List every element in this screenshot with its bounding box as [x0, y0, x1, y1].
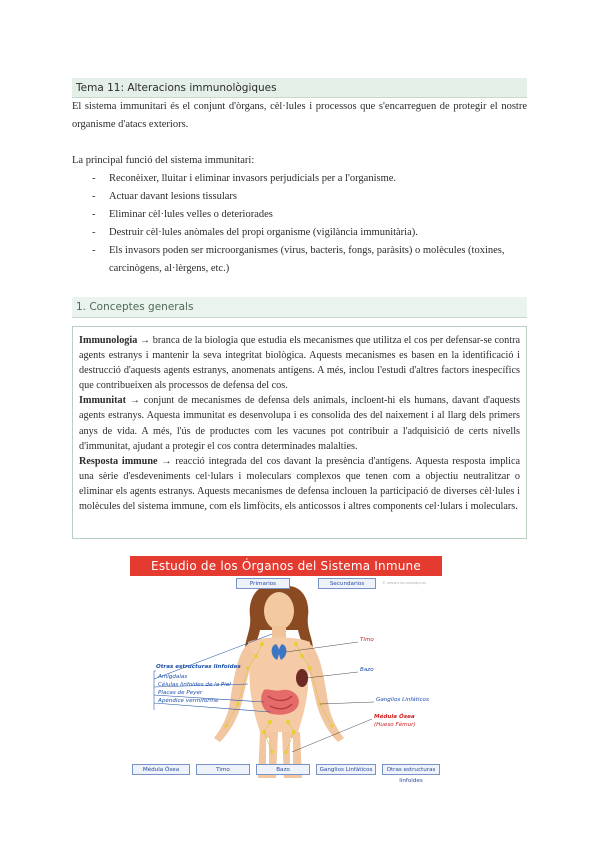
arrow-icon: →: [161, 455, 172, 467]
label-ganglios: Ganglios Linfáticos: [376, 697, 429, 703]
label-bazo: Bazo: [360, 667, 374, 673]
definition-text: branca de la biologia que estudia els mecanismes que utilitza el cos per defensar-se contra agents estranys i mantenir la seva integritat biològica. Aquests mecanismes es basen en la identificació i destrucció d'aquests agents estranys, anomenats antígens. A més, inclou l'estudi d'altres factors inespecífics que contribueixen als processos de defensa del cos.: [79, 335, 520, 392]
bazo-button[interactable]: Bazo: [256, 764, 310, 775]
definition-text: conjunt de mecanismes de defensa dels animals, incloent-hi els humans, davant d'aquests agents estranys. Aquesta immunitat es desenvolupa i es consolida des del naixement i al llarg dels primers anys de vida. A més, l'ús de productes com les vacunes pot contribuir a l'adquisició de certs nivells d'immunitat, ajudant a protegir el cos contra determinades malalties.: [79, 395, 521, 452]
list-item: - Reconèixer, lluitar i eliminar invasors perjudicials per a l'organisme.: [92, 170, 532, 188]
functions-list: [92, 170, 532, 278]
section-header-conceptes: 1. Conceptes generals: [72, 297, 527, 318]
label-timo: Timo: [360, 637, 374, 643]
immune-organs-figure: [130, 556, 442, 784]
ganglios-button[interactable]: Ganglios Linfáticos: [316, 764, 376, 775]
label-medula-sub: (Hueso Fémur): [374, 722, 416, 728]
list-item: - Destruir cèl·lules anòmales del propi organisme (vigilància immunitària).: [92, 224, 532, 242]
list-item: - Eliminar cèl·lules velles o deteriorades: [92, 206, 532, 224]
definition-immunologia: [79, 333, 520, 393]
secundarios-button[interactable]: Secundarios: [318, 578, 376, 589]
medula-osea-button[interactable]: Médula Ósea: [132, 764, 190, 775]
list-item: - Actuar davant lesions tissulars: [92, 188, 532, 206]
functions-lead: La principal funció del sistema immunitari:: [72, 155, 255, 166]
label-placas-peyer: Placas de Peyer: [158, 690, 203, 696]
definition-resposta-immune: [79, 454, 520, 514]
label-celulas-piel: Células linfoides de la Piel: [158, 682, 231, 688]
label-apendice: Apéndice vermiforme: [158, 698, 219, 704]
otras-estructuras-button[interactable]: Otras estructuras linfoides: [382, 764, 440, 775]
primarios-button[interactable]: Primarios: [236, 578, 290, 589]
arrow-icon: →: [139, 335, 151, 346]
figure-title: Estudio de los Órganos del Sistema Inmune: [130, 556, 442, 576]
definition-term: Immunitat: [79, 395, 126, 407]
list-item: - Els invasors poden ser microorganismes (virus, bacteris, fongs, paràsits) o molècules (toxines, carcinògens, al·lèrgens, etc.): [92, 242, 532, 278]
intro-paragraph: El sistema immunitari és el conjunt d'òrgans, cèl·lules i processos que s'encarreguen de protegir el nostre organisme d'atacs exteriors.: [72, 101, 527, 130]
topic-header: Tema 11: Alteracions immunològiques: [72, 78, 527, 98]
arrow-icon: →: [129, 395, 140, 407]
figure-watermark: © www.inmunologia.es: [382, 580, 427, 585]
definition-immunitat: [79, 393, 520, 453]
definition-term: Resposta immune: [79, 455, 158, 467]
definition-text: reacció integrada del cos davant la presència d'antígens. Aquesta resposta implica una sèrie d'esdeveniments cel·lulars i moleculars complexos que tenen com a objectiu neutralitzar o eliminar els agents estranys. Aquests mecanismes de defensa inclouen la participació de diverses cèl·lules i molècules del sistema immune, com els limfòcits, els anticossos i altres components cel·lulars i moleculars.: [79, 455, 521, 513]
timo-button[interactable]: Timo: [196, 764, 250, 775]
label-otras-estructuras: Otras estructuras linfoides: [156, 664, 241, 670]
label-amigdalas: Amígdalas: [158, 674, 188, 680]
label-medula: Médula Ósea: [374, 714, 415, 720]
definition-term: Immunologia: [79, 335, 138, 346]
definitions-box: [72, 326, 527, 539]
